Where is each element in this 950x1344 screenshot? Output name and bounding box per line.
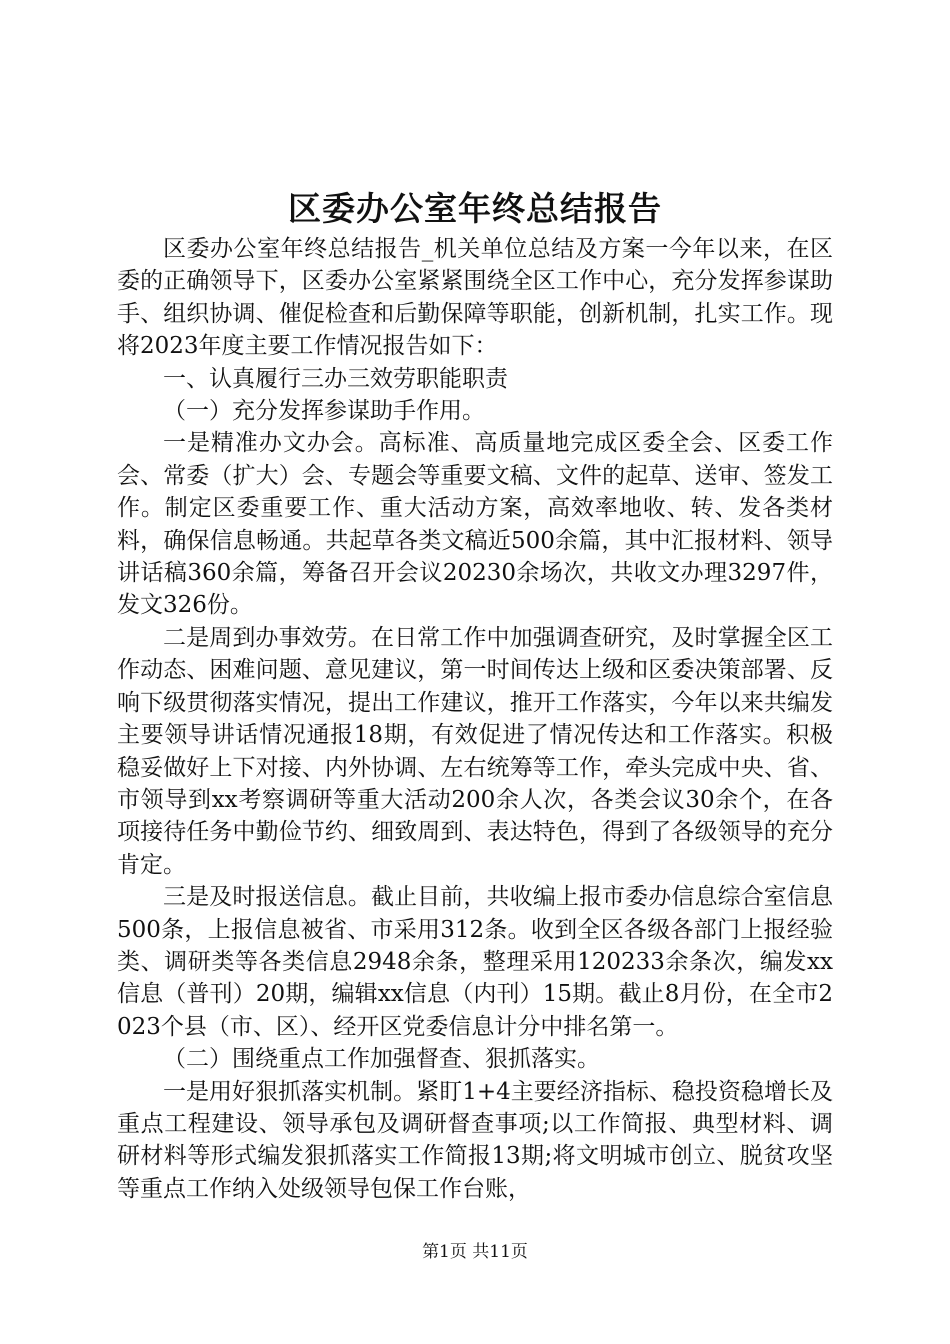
section-heading-1: 一、认真履行三办三效劳职能职责: [163, 365, 508, 392]
paragraph-intro: 区委办公室年终总结报告_机关单位总结及方案一今年以来，在区委的正确领导下，区委办公室紧紧围绕全区工作中心，充分发挥参谋助手、组织协调、催促检查和后勤保障等职能，创新机制，扎实工作。现将2023年度主要工作情况报告如下：: [117, 236, 833, 360]
subsection-heading-1: （一）充分发挥参谋助手作用。: [163, 398, 485, 425]
paragraph-item-1: 一是精准办文办会。高标准、高质量地完成区委全会、区委工作会、常委（扩大）会、专题会等重要文稿、文件的起草、送审、签发工作。制定区委重要工作、重大活动方案，高效率地收、转、发各类材料，确保信息畅通。共起草各类文稿近500余篇，其中汇报材料、领导讲话稿360余篇，筹备召开会议20230余场次，共收文办理3297件，发文326份。: [117, 430, 833, 619]
subsection-heading-2: （二）围绕重点工作加强督查、狠抓落实。: [163, 1046, 600, 1073]
document-title: 区委办公室年终总结报告: [288, 189, 662, 228]
paragraph-item-4: 一是用好狠抓落实机制。紧盯1+4主要经济指标、稳投资稳增长及重点工程建设、领导承包及调研督查事项;以工作简报、典型材料、调研材料等形式编发狠抓落实工作简报13期;将文明城市创立、脱贫攻坚等重点工作纳入处级领导包保工作台账，: [117, 1078, 833, 1202]
paragraph-item-3: 三是及时报送信息。截止目前，共收编上报市委办信息综合室信息500条，上报信息被省、市采用312条。收到全区各级各部门上报经验类、调研类等各类信息2948余条，整理采用120233余条次，编发xx信息（普刊）20期，编辑xx信息（内刊）15期。截止8月份，在全市2023个县（市、区）、经开区党委信息计分中排名第一。: [117, 884, 833, 1040]
paragraph-item-2: 二是周到办事效劳。在日常工作中加强调查研究，及时掌握全区工作动态、困难问题、意见建议，第一时间传达上级和区委决策部署、反响下级贯彻落实情况，提出工作建议，推开工作落实，今年以来共编发主要领导讲话情况通报18期，有效促进了情况传达和工作落实。积极稳妥做好上下对接、内外协调、左右统筹等工作，牵头完成中央、省、市领导到xx考察调研等重大活动200余人次，各类会议30余个，在各项接待任务中勤俭节约、细致周到、表达特色，得到了各级领导的充分肯定。: [117, 624, 833, 878]
page-footer: 第1页 共11页: [422, 1242, 528, 1262]
document-body: [117, 233, 833, 1205]
